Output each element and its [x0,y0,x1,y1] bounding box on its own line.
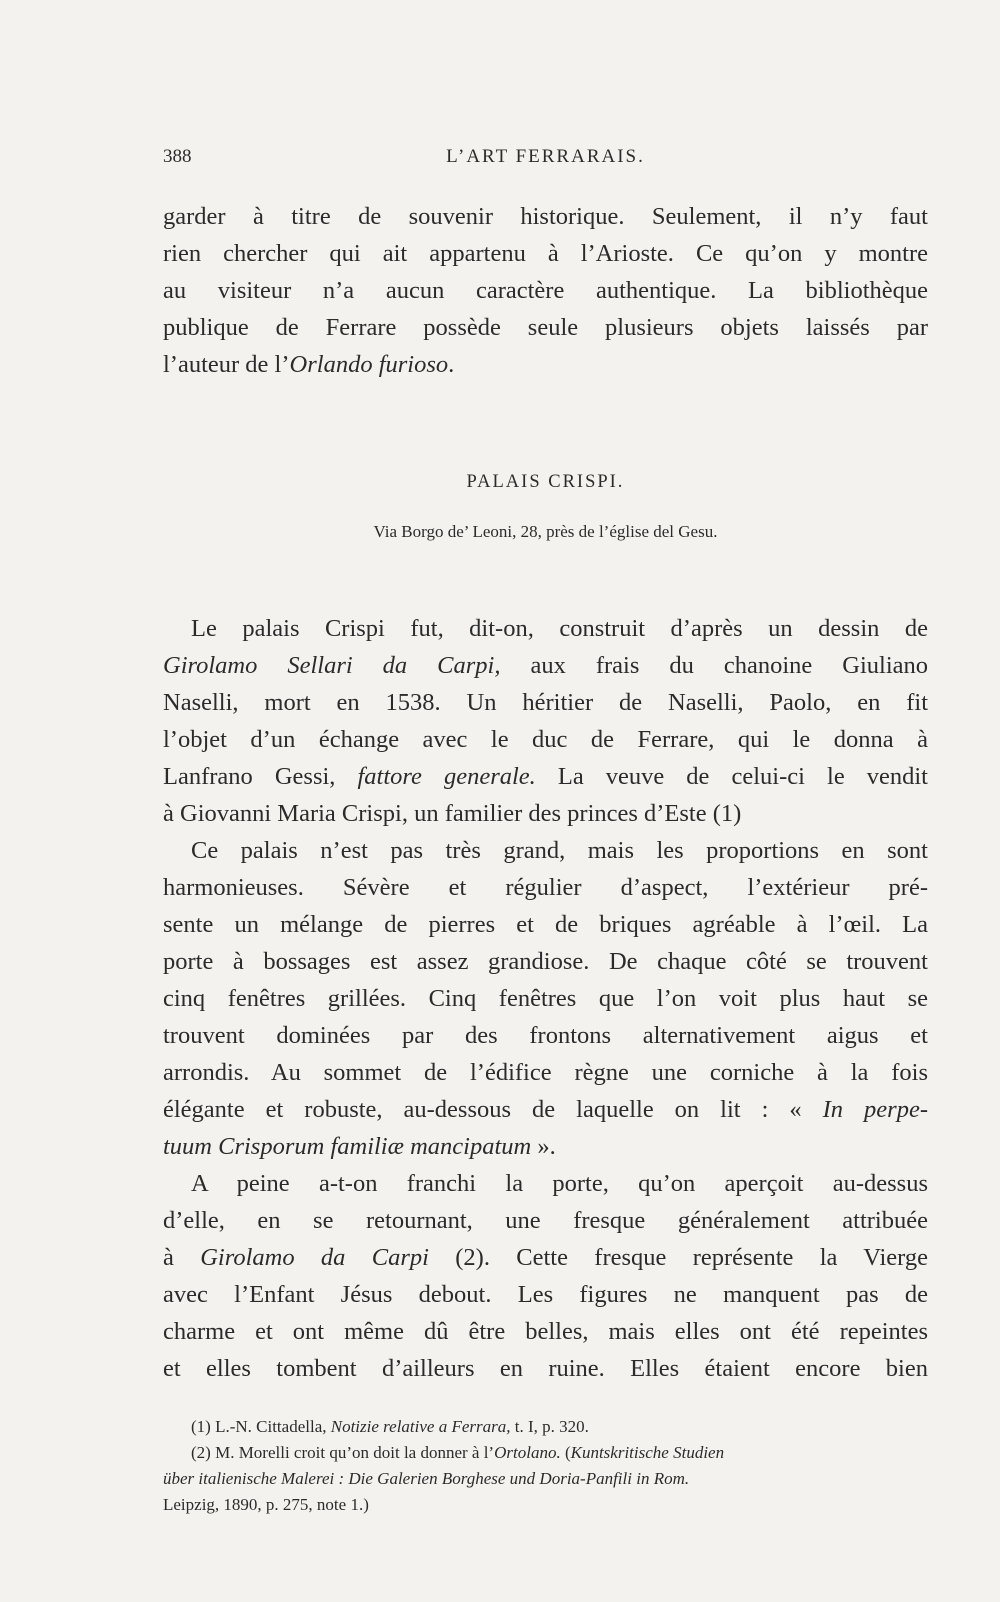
text-line: Le palais Crispi fut, dit-on, construit d’après un dessin de [191,615,928,642]
running-title: L’ART FERRARAIS. [446,146,645,167]
text-line: avec l’Enfant Jésus debout. Les figures ne manquent pas de [163,1281,928,1308]
text-line: harmonieuses. Sévère et régulier d’aspect, l’extérieur pré- [163,874,928,901]
footnote-1: (1) L.-N. Cittadella, Notizie relative a Ferrara, t. I, p. 320. [191,1417,589,1436]
paragraph-2 [163,832,928,1165]
text-line: sente un mélange de pierres et de briques agréable à l’œil. La [163,911,928,938]
text-line: garder à titre de souvenir historique. Seulement, il n’y faut [163,203,928,230]
paragraph-continuation [163,198,928,383]
text-line: à Girolamo da Carpi (2). Cette fresque représente la Vierge [163,1244,929,1271]
text-line: publique de Ferrare possède seule plusieurs objets laissés par [163,314,928,341]
text-line: Ce palais n’est pas très grand, mais les proportions en sont [191,837,928,864]
text-line: charme et ont même dû être belles, mais elles ont été repeintes [163,1318,928,1345]
text-line: d’elle, en se retournant, une fresque généralement attribuée [163,1207,928,1234]
text-line: à Giovanni Maria Crispi, un familier des princes d’Este (1) [163,800,742,827]
footnote-2-cont: Leipzig, 1890, p. 275, note 1.) [163,1495,369,1514]
text-line: cinq fenêtres grillées. Cinq fenêtres que l’on voit plus haut se [163,985,928,1012]
running-header [163,146,928,176]
paragraph-3 [163,1165,928,1387]
page-number: 388 [163,146,192,167]
text-line: et elles tombent d’ailleurs en ruine. Elles étaient encore bien [163,1355,928,1382]
text-line: Naselli, mort en 1538. Un héritier de Naselli, Paolo, en fit [163,689,928,716]
paragraph-1 [163,610,928,832]
text-line: élégante et robuste, au-dessous de laquelle on lit : « In perpe- [163,1096,928,1123]
section-title: PALAIS CRISPI. [466,472,625,492]
text-line: A peine a-t-on franchi la porte, qu’on aperçoit au-dessus [191,1170,928,1197]
footnote-2-cont: über italienische Malerei : Die Galerien Borghese und Doria-Panfili in Rom. [163,1469,690,1488]
text-line: rien chercher qui ait appartenu à l’Arioste. Ce qu’on y montre [163,240,928,267]
text-line: au visiteur n’a aucun caractère authentique. La bibliothèque [163,277,928,304]
text-line: l’auteur de l’Orlando furioso. [163,351,455,378]
main-text [163,610,928,1387]
footnote-2: (2) M. Morelli croit qu’on doit la donner à l’Ortolano. (Kuntskritische Studien [191,1443,725,1462]
text-line: tuum Crisporum familiæ mancipatum ». [163,1133,556,1160]
section-subtitle: Via Borgo de’ Leoni, 28, près de l’église del Gesu. [373,522,718,541]
text-line: Girolamo Sellari da Carpi, aux frais du chanoine Giuliano [163,652,929,679]
text-line: porte à bossages est assez grandiose. De chaque côté se trouvent [163,948,928,975]
footnotes [163,1414,928,1518]
text-line: trouvent dominées par des frontons alternativement aigus et [163,1022,928,1049]
text-line: Lanfrano Gessi, fattore generale. La veuve de celui-ci le vendit [163,763,928,790]
text-line: arrondis. Au sommet de l’édifice règne une corniche à la fois [163,1059,928,1086]
text-line: l’objet d’un échange avec le duc de Ferrare, qui le donna à [163,726,928,753]
